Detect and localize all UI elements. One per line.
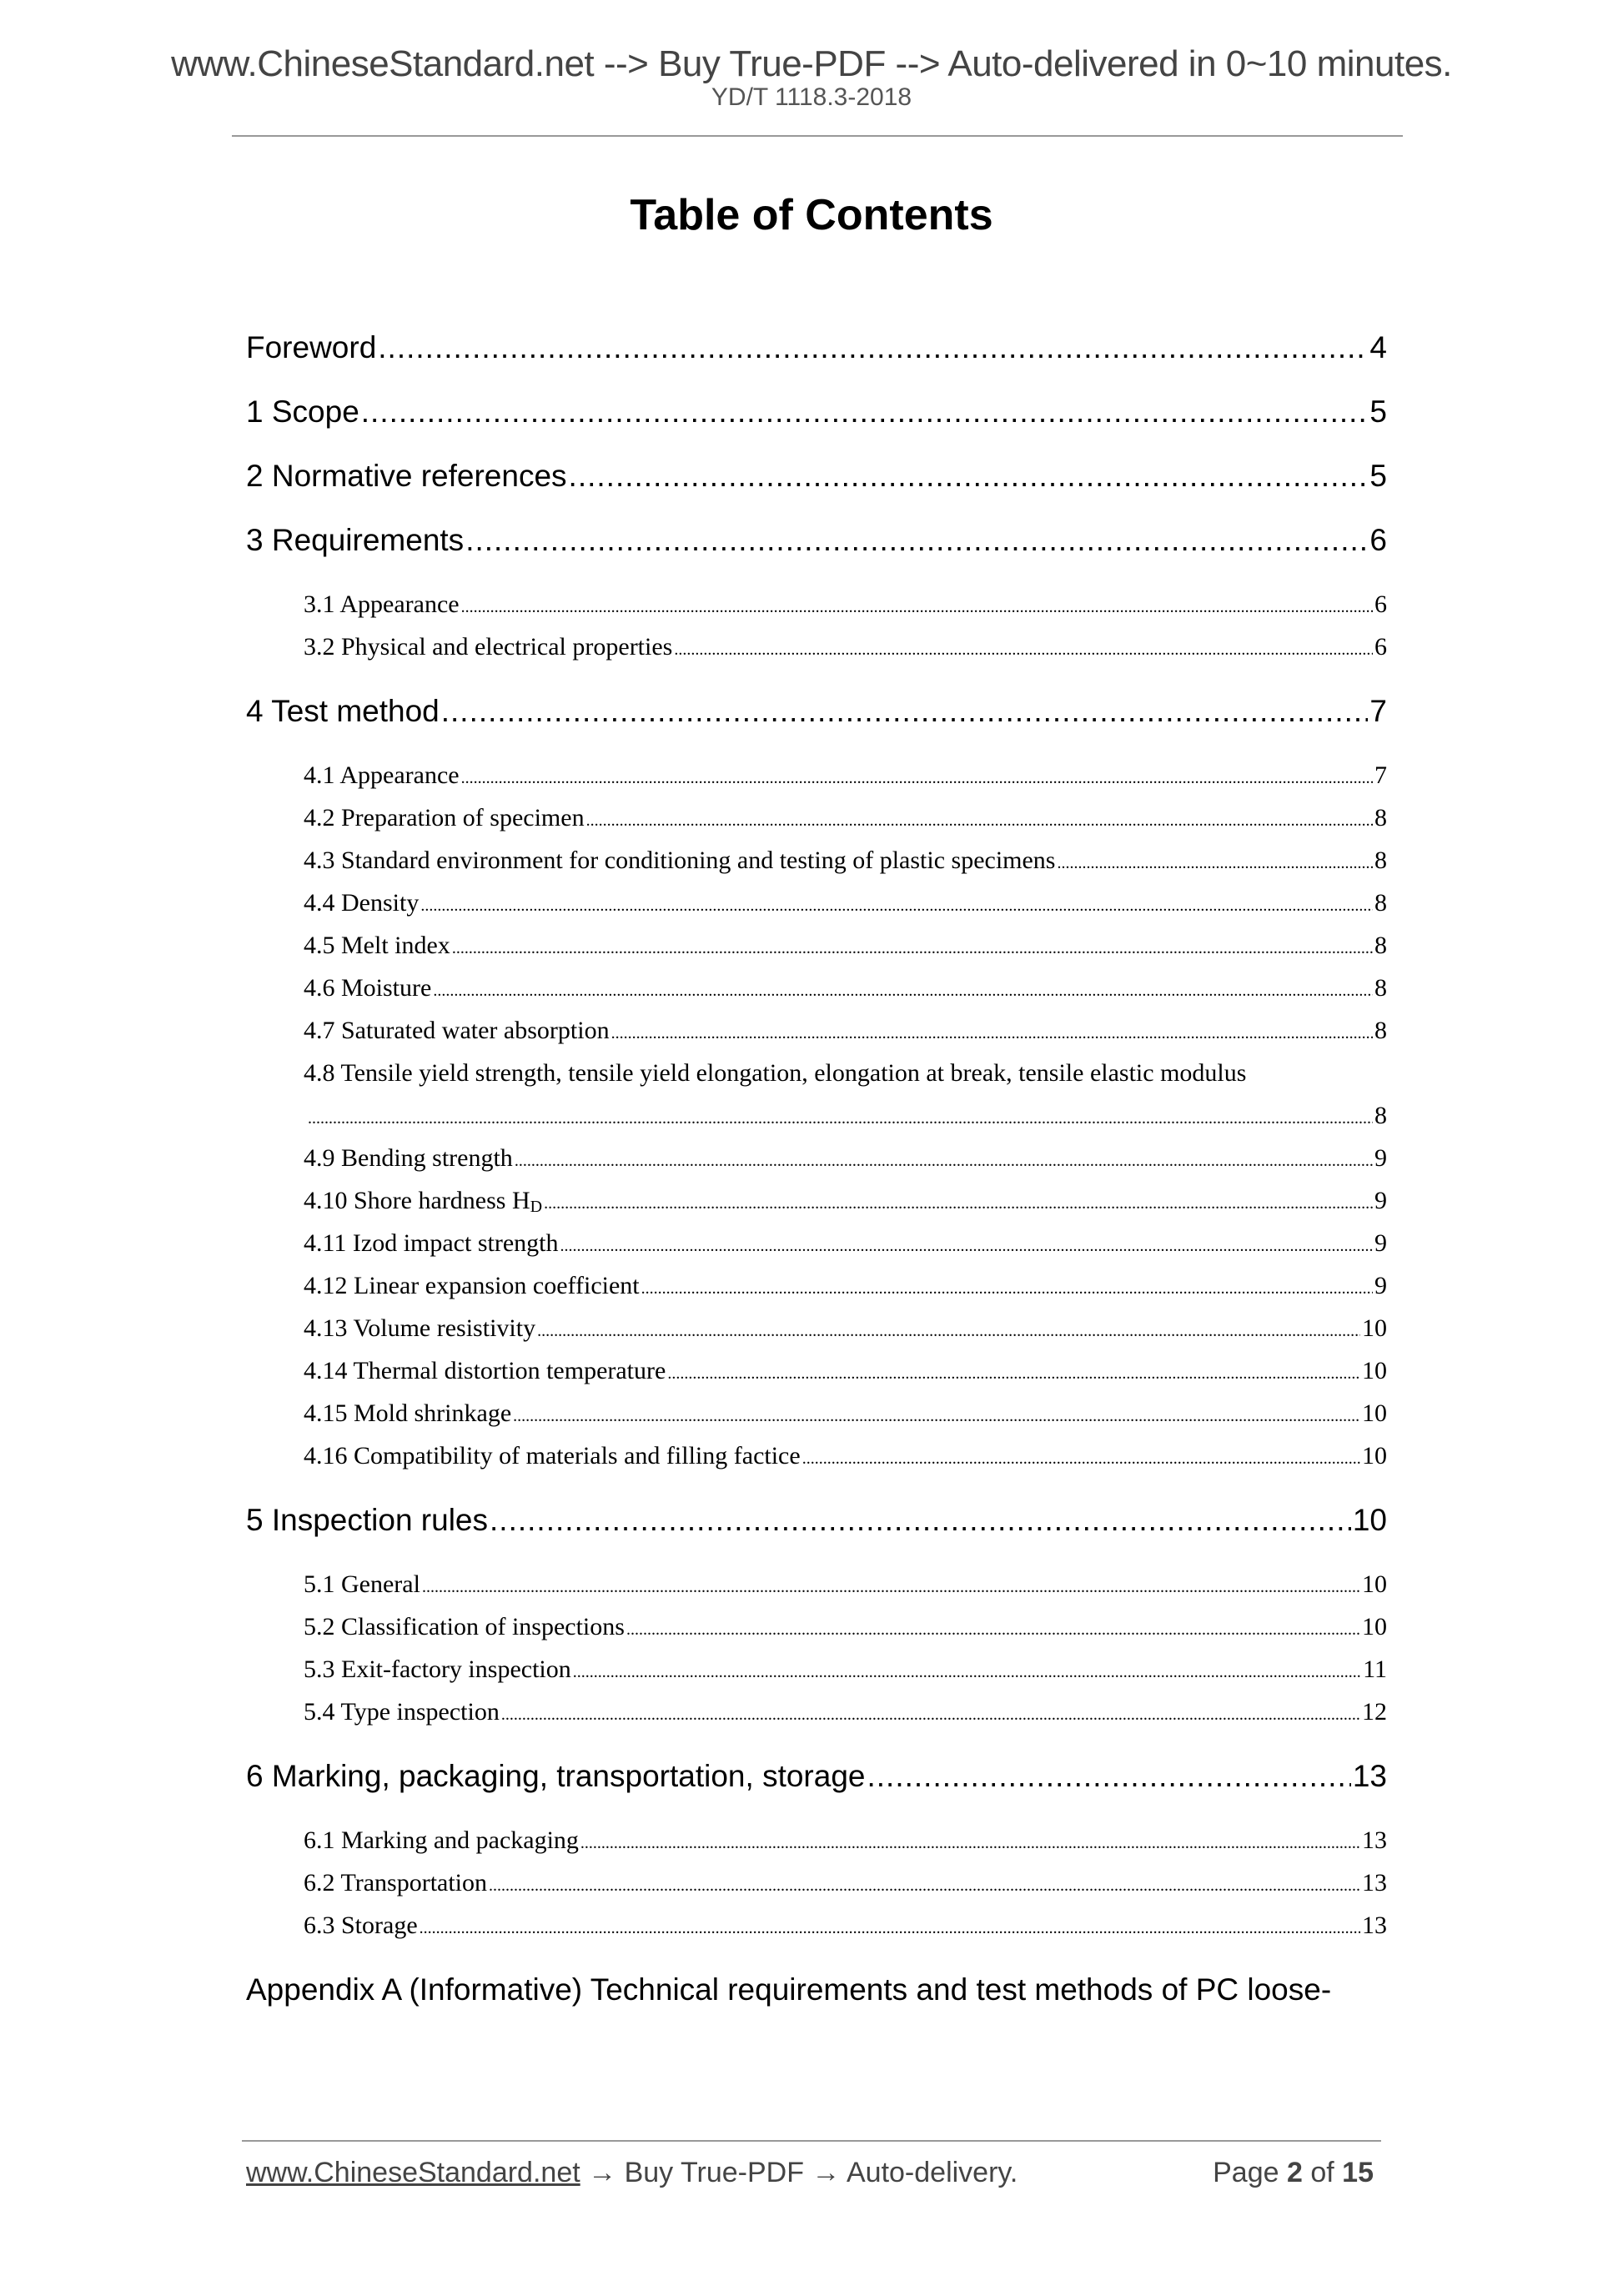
toc-entry-page: 8 [1374,1017,1387,1044]
toc-leader-dots [465,519,1368,561]
toc-entry-page: 10 [1362,1442,1387,1470]
toc-entry-page: 7 [1374,761,1387,789]
toc-entry[interactable] [246,1307,1387,1349]
toc-entry[interactable] [246,967,1387,1009]
current-page: 2 [1286,2157,1303,2188]
table-of-contents [246,304,1387,2011]
toc-entry[interactable] [246,1605,1387,1648]
toc-entry-label: 5 Inspection rules [246,1503,489,1537]
toc-entry-label: 6.3 Storage [304,1912,418,1939]
toc-leader-dots [667,1353,1360,1392]
toc-entry-label: 4.13 Volume resistivity [304,1314,536,1342]
toc-entry[interactable] [246,1968,1387,2011]
toc-entry-label: 4 Test method [246,694,440,728]
toc-entry-page: 8 [1374,847,1387,874]
toc-entry-label: 5.2 Classification of inspections [304,1613,625,1640]
toc-entry[interactable] [246,1819,1387,1861]
toc-entry[interactable] [246,455,1387,497]
toc-entry[interactable] [246,754,1387,796]
toc-leader-dots [308,1098,1373,1137]
toc-entry-page: 8 [1374,932,1387,959]
toc-entry[interactable] [246,625,1387,668]
toc-leader-dots [580,1822,1360,1861]
toc-entry[interactable] [246,1179,1387,1222]
toc-entry[interactable] [246,1137,1387,1179]
toc-entry-page: 12 [1362,1698,1387,1726]
toc-entry-label: 4.7 Saturated water absorption [304,1017,610,1044]
toc-entry-page: 6 [1374,633,1387,661]
toc-leader-dots [641,1268,1373,1307]
toc-entry-label: Appendix A (Informative) Technical requirements and test methods of PC loose- [246,1972,1332,2007]
toc-entry-page: 7 [1369,694,1387,728]
toc-entry-label: 4.9 Bending strength [304,1144,513,1172]
toc-leader-dots [1057,842,1373,882]
toc-entry[interactable] [246,1691,1387,1733]
toc-entry-page: 8 [1374,974,1387,1002]
toc-entry-page: 13 [1362,1912,1387,1939]
toc-entry-label: 4.8 Tensile yield strength, tensile yield elongation, elongation at break, tensile elastic modulus [304,1059,1247,1087]
page-word: Page [1213,2157,1279,2188]
toc-entry-label: 4.12 Linear expansion coefficient [304,1272,640,1299]
toc-entry-label: 4.1 Appearance [304,761,460,789]
page-title: Table of Contents [630,191,993,239]
toc-entry-label [304,1179,542,1222]
toc-entry-label: 5.3 Exit-factory inspection [304,1655,571,1683]
toc-entry[interactable] [246,924,1387,967]
toc-leader-dots [674,629,1373,668]
toc-entry-label: Foreword [246,330,377,364]
toc-entry-label: 6.1 Marking and packaging [304,1826,579,1854]
toc-entry[interactable] [246,1648,1387,1691]
toc-leader-dots [433,970,1373,1009]
toc-entry-label: 5.1 General [304,1570,420,1598]
toc-leader-dots [802,1438,1360,1477]
toc-entry-page: 5 [1369,394,1387,429]
toc-entry-label: 4.6 Moisture [304,974,432,1002]
toc-entry-page: 8 [1374,804,1387,831]
toc-entry[interactable] [246,690,1387,732]
toc-leader-dots [461,586,1373,625]
toc-entry-page: 6 [1374,590,1387,618]
toc-entry-label: 4.5 Melt index [304,932,450,959]
toc-entry-label: 4.11 Izod impact strength [304,1229,559,1257]
toc-entry-page: 10 [1362,1613,1387,1640]
toc-leader-dots [420,1907,1360,1947]
toc-entry[interactable] [246,326,1387,369]
toc-leader-dots [361,390,1369,433]
header-banner: www.ChineseStandard.net --> Buy True-PDF --> Auto-delivered in 0~10 minutes. [171,43,1452,84]
toc-entry-page: 10 [1362,1570,1387,1598]
toc-entry-label: 4.10 Shore hardness H [304,1187,530,1214]
footer-tagline: → Buy True-PDF → Auto-delivery. [580,2157,1018,2188]
toc-entry[interactable] [246,1222,1387,1264]
footer-divider [242,2140,1381,2142]
toc-leader-dots [422,1566,1360,1605]
toc-entry-label: 4.3 Standard environment for conditioning and testing of plastic specimens [304,847,1056,874]
toc-leader-dots [420,885,1373,924]
toc-entry[interactable] [246,1349,1387,1392]
toc-entry[interactable] [246,839,1387,882]
toc-entry-page: 9 [1374,1144,1387,1172]
toc-entry-page: 8 [1374,889,1387,917]
toc-entry-label: 3.1 Appearance [304,590,460,618]
toc-leader-dots [569,455,1369,497]
toc-entry-page: 10 [1352,1503,1387,1537]
standard-code: YD/T 1118.3-2018 [711,83,912,111]
toc-entry-label: 3 Requirements [246,523,465,557]
toc-entry-page: 10 [1362,1399,1387,1427]
toc-entry[interactable] [246,1904,1387,1947]
toc-leader-dots [489,1865,1360,1904]
toc-entry-label: 4.2 Preparation of specimen [304,804,585,831]
toc-entry-page: 6 [1369,523,1387,557]
toc-entry-page: 8 [1374,1102,1387,1129]
toc-entry[interactable] [246,1052,1387,1094]
toc-entry-label: 2 Normative references [246,459,567,493]
toc-leader-dots [560,1225,1373,1264]
toc-entry-label: 6 Marking, packaging, transportation, storage [246,1759,866,1793]
toc-entry-label: 4.16 Compatibility of materials and filling factice [304,1442,801,1470]
toc-leader-dots [626,1609,1360,1648]
toc-leader-dots [501,1694,1360,1733]
of-word: of [1310,2157,1334,2188]
toc-entry-page: 9 [1374,1272,1387,1299]
toc-entry-page: 13 [1352,1759,1387,1793]
toc-entry-page: 5 [1369,459,1387,493]
toc-leader-dots [513,1395,1360,1434]
toc-entry-page: 9 [1374,1229,1387,1257]
toc-entry-page: 10 [1362,1357,1387,1384]
toc-entry-page: 4 [1369,330,1387,364]
toc-leader-dots [544,1183,1373,1222]
toc-leader-dots [586,800,1373,839]
toc-entry-subscript: D [530,1198,543,1216]
toc-entry[interactable] [246,1755,1387,1797]
toc-entry-page: 9 [1374,1187,1387,1214]
toc-entry-page: 11 [1363,1655,1387,1683]
toc-entry-continuation[interactable] [246,1094,1387,1137]
toc-entry[interactable] [246,1392,1387,1434]
toc-entry-label: 4.14 Thermal distortion temperature [304,1357,666,1384]
toc-entry-page: 13 [1362,1869,1387,1897]
toc-entry[interactable] [246,882,1387,924]
toc-entry-label: 3.2 Physical and electrical properties [304,633,673,661]
footer [246,2157,1374,2189]
toc-entry-label: 4.4 Density [304,889,420,917]
toc-leader-dots [867,1755,1350,1797]
toc-entry[interactable] [246,519,1387,561]
toc-entry-page: 10 [1362,1314,1387,1342]
toc-leader-dots [461,757,1373,796]
toc-leader-dots [573,1651,1361,1691]
toc-entry[interactable] [246,1499,1387,1541]
toc-entry[interactable] [246,583,1387,625]
toc-entry-label: 6.2 Transportation [304,1869,488,1897]
toc-entry[interactable] [246,1264,1387,1307]
toc-entry-label: 4.15 Mold shrinkage [304,1399,512,1427]
toc-entry[interactable] [246,390,1387,433]
toc-entry-label: 1 Scope [246,394,359,429]
toc-entry-page: 13 [1362,1826,1387,1854]
toc-leader-dots [490,1499,1351,1541]
toc-entry[interactable] [246,1434,1387,1477]
toc-entry-label: 5.4 Type inspection [304,1698,500,1726]
header-divider [232,135,1403,137]
toc-entry[interactable] [246,1009,1387,1052]
footer-website-link[interactable]: www.ChineseStandard.net [246,2157,580,2188]
toc-leader-dots [611,1012,1373,1052]
toc-leader-dots [452,927,1373,967]
toc-leader-dots [515,1140,1373,1179]
toc-entry[interactable] [246,1563,1387,1605]
page-indicator [1213,2157,1374,2189]
toc-leader-dots [378,326,1368,369]
toc-leader-dots [441,690,1369,732]
toc-leader-dots [537,1310,1360,1349]
toc-entry[interactable] [246,796,1387,839]
total-pages: 15 [1342,2157,1374,2188]
toc-entry[interactable] [246,1861,1387,1904]
